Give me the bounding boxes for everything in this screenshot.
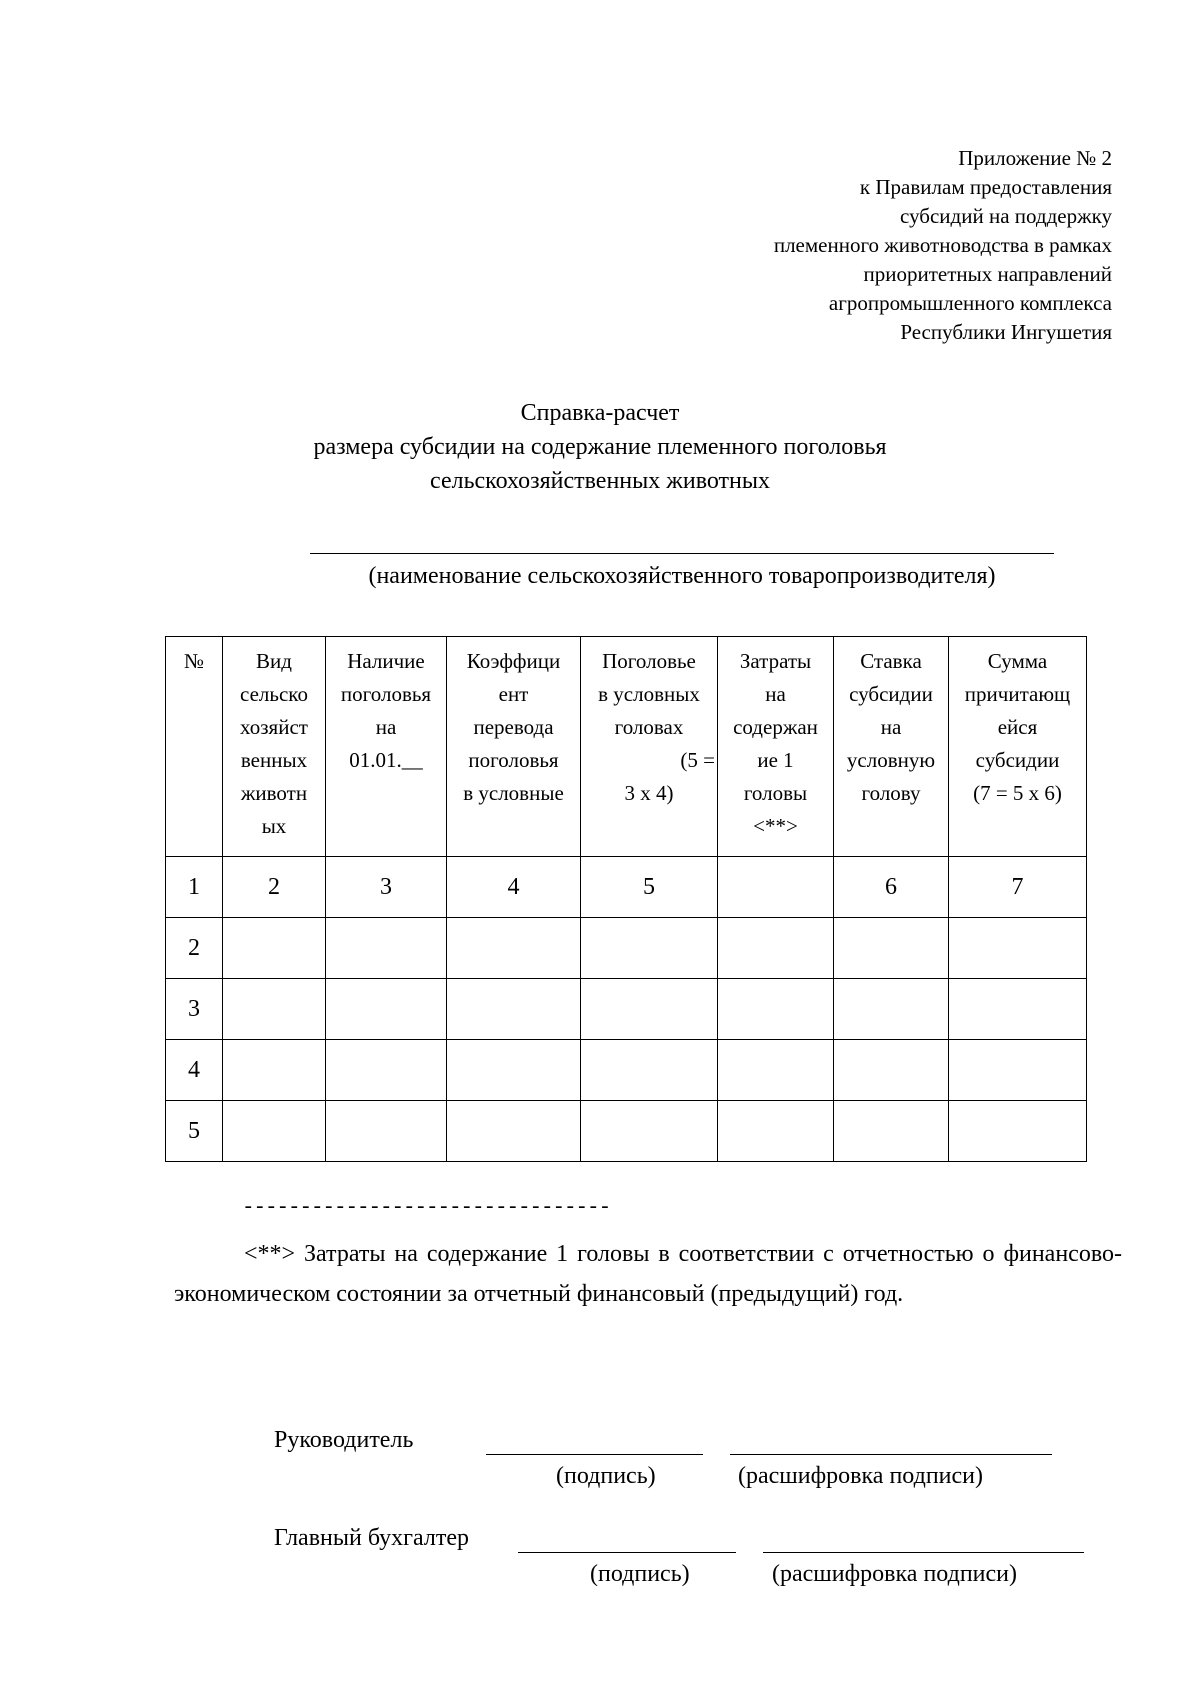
header-cell-line: Наличие <box>347 649 425 673</box>
header-cell-line: на <box>765 682 786 706</box>
header-cell-line: 3 х 4) <box>624 781 674 805</box>
header-cell-line: № <box>183 649 205 673</box>
table-cell[interactable] <box>949 1101 1087 1162</box>
header-cell-line: ие 1 <box>757 748 794 772</box>
header-cell <box>834 637 949 857</box>
table-cell[interactable] <box>326 1101 447 1162</box>
head-decoding-caption: (расшифровка подписи) <box>738 1463 983 1489</box>
header-cell-line: <**> <box>753 814 798 838</box>
header-cell-line: ых <box>261 814 287 838</box>
footnote-text: <**> Затраты на содержание 1 головы в соответствии с отчетностью о финансово-экономическом состоянии за отчетный финансовый (предыдущий) год. <box>174 1241 1122 1307</box>
header-cell-line: Затраты <box>739 649 812 673</box>
table-row <box>166 1040 1087 1101</box>
header-cell-line: Вид <box>256 649 292 673</box>
appendix-line: приоритетных направлений <box>863 262 1112 286</box>
header-cell-line: ейся <box>997 715 1038 739</box>
table-row <box>166 918 1087 979</box>
header-cell-line: Сумма <box>987 649 1048 673</box>
header-cell-line: перевода <box>473 715 554 739</box>
table-cell[interactable] <box>447 1101 581 1162</box>
header-cell-line: причитающ <box>964 682 1071 706</box>
header-cell-line: субсидии <box>975 748 1060 772</box>
header-cell-line: (7 = 5 х 6) <box>973 781 1062 805</box>
appendix-line: Приложение № 2 <box>958 146 1112 170</box>
calculation-table <box>165 636 1087 1162</box>
producer-name-line[interactable] <box>310 553 1054 554</box>
head-signature-line[interactable] <box>486 1454 703 1455</box>
accountant-signature-caption: (подпись) <box>590 1561 690 1587</box>
header-cell <box>581 637 718 857</box>
head-label: Руководитель <box>274 1427 414 1453</box>
header-cell-line: хозяйст <box>240 715 308 739</box>
accountant-decoding-line[interactable] <box>763 1552 1084 1553</box>
header-cell-line: в условные <box>463 781 564 805</box>
header-cell-line: (5 = <box>680 748 715 772</box>
header-cell <box>166 637 223 857</box>
header-cell-line: на <box>375 715 397 739</box>
footnote-separator: -------------------------------- <box>242 1197 611 1220</box>
table-row <box>166 979 1087 1040</box>
table-cell[interactable] <box>581 918 718 979</box>
appendix-line: Республики Ингушетия <box>900 320 1112 344</box>
table-cell[interactable] <box>223 1101 326 1162</box>
accountant-signature-line[interactable] <box>518 1552 736 1553</box>
document-title <box>140 396 1060 498</box>
header-cell-line: в условных <box>598 682 700 706</box>
table-cell: 5 <box>581 857 718 918</box>
header-cell-line: венных <box>240 748 308 772</box>
header-cell <box>223 637 326 857</box>
table-cell: 3 <box>326 857 447 918</box>
title-line: сельскохозяйственных животных <box>430 468 770 494</box>
table-cell[interactable] <box>447 979 581 1040</box>
table-cell: 4 <box>447 857 581 918</box>
header-cell-line: головы <box>743 781 808 805</box>
footnote <box>174 1234 1122 1314</box>
table-cell: 6 <box>834 857 949 918</box>
header-cell-line: Коэффици <box>466 649 561 673</box>
table-cell[interactable] <box>326 1040 447 1101</box>
table-cell: 2 <box>223 857 326 918</box>
title-line: Справка-расчет <box>520 400 680 426</box>
table-cell[interactable]: 3 <box>166 979 223 1040</box>
table-cell: 1 <box>166 857 223 918</box>
table-cell[interactable] <box>326 979 447 1040</box>
table-cell[interactable] <box>326 918 447 979</box>
header-cell-line: субсидии <box>849 682 933 706</box>
header-cell-line: Ставка <box>860 649 922 673</box>
table-cell[interactable] <box>447 918 581 979</box>
table-cell[interactable] <box>223 1040 326 1101</box>
table-cell[interactable] <box>718 979 834 1040</box>
header-cell-line: ент <box>498 682 529 706</box>
table-cell[interactable] <box>718 918 834 979</box>
header-cell-line: на <box>880 715 902 739</box>
appendix-line: агропромышленного комплекса <box>828 291 1112 315</box>
table-header-row <box>166 637 1087 857</box>
appendix-line: субсидий на поддержку <box>900 204 1112 228</box>
table-cell[interactable] <box>834 1101 949 1162</box>
producer-name-caption: (наименование сельскохозяйственного товаропроизводителя) <box>368 563 996 589</box>
table-cell[interactable] <box>949 1040 1087 1101</box>
header-cell <box>447 637 581 857</box>
header-cell-line: головах <box>614 715 684 739</box>
table-cell[interactable] <box>949 918 1087 979</box>
header-cell-line: поголовья <box>468 748 559 772</box>
header-cell <box>718 637 834 857</box>
header-cell <box>326 637 447 857</box>
table-cell[interactable]: 2 <box>166 918 223 979</box>
header-cell-line: голову <box>861 781 921 805</box>
header-cell <box>949 637 1087 857</box>
table-cell[interactable] <box>718 1040 834 1101</box>
appendix-line: к Правилам предоставления <box>859 175 1112 199</box>
header-cell-line: содержан <box>733 715 818 739</box>
header-cell-line: условную <box>846 748 936 772</box>
table-cell[interactable] <box>834 1040 949 1101</box>
chief-accountant-label: Главный бухгалтер <box>274 1525 469 1551</box>
header-cell-line: сельско <box>240 682 308 706</box>
table-cell[interactable] <box>718 1101 834 1162</box>
appendix-line: племенного животноводства в рамках <box>773 233 1112 257</box>
header-cell-line: 01.01.__ <box>349 748 423 772</box>
table-cell[interactable] <box>447 1040 581 1101</box>
table-cell[interactable] <box>834 918 949 979</box>
table-body <box>166 857 1087 1162</box>
table-cell[interactable] <box>223 979 326 1040</box>
table-cell[interactable]: 4 <box>166 1040 223 1101</box>
header-cell-line: животн <box>240 781 308 805</box>
header-cell-line: поголовья <box>340 682 432 706</box>
header-cell-line: Поголовье <box>602 649 696 673</box>
head-signature-caption: (подпись) <box>556 1463 656 1489</box>
table-row <box>166 857 1087 918</box>
table-cell[interactable] <box>581 1040 718 1101</box>
table-cell: 7 <box>949 857 1087 918</box>
table-cell[interactable] <box>223 918 326 979</box>
accountant-decoding-caption: (расшифровка подписи) <box>772 1561 1017 1587</box>
appendix-note <box>774 144 1112 347</box>
title-line: размера субсидии на содержание племенного поголовья <box>313 434 887 460</box>
table-cell[interactable] <box>834 979 949 1040</box>
table-cell[interactable] <box>581 979 718 1040</box>
table-row <box>166 1101 1087 1162</box>
table-cell <box>718 857 834 918</box>
table-cell[interactable]: 5 <box>166 1101 223 1162</box>
head-decoding-line[interactable] <box>730 1454 1052 1455</box>
table-cell[interactable] <box>949 979 1087 1040</box>
table-cell[interactable] <box>581 1101 718 1162</box>
